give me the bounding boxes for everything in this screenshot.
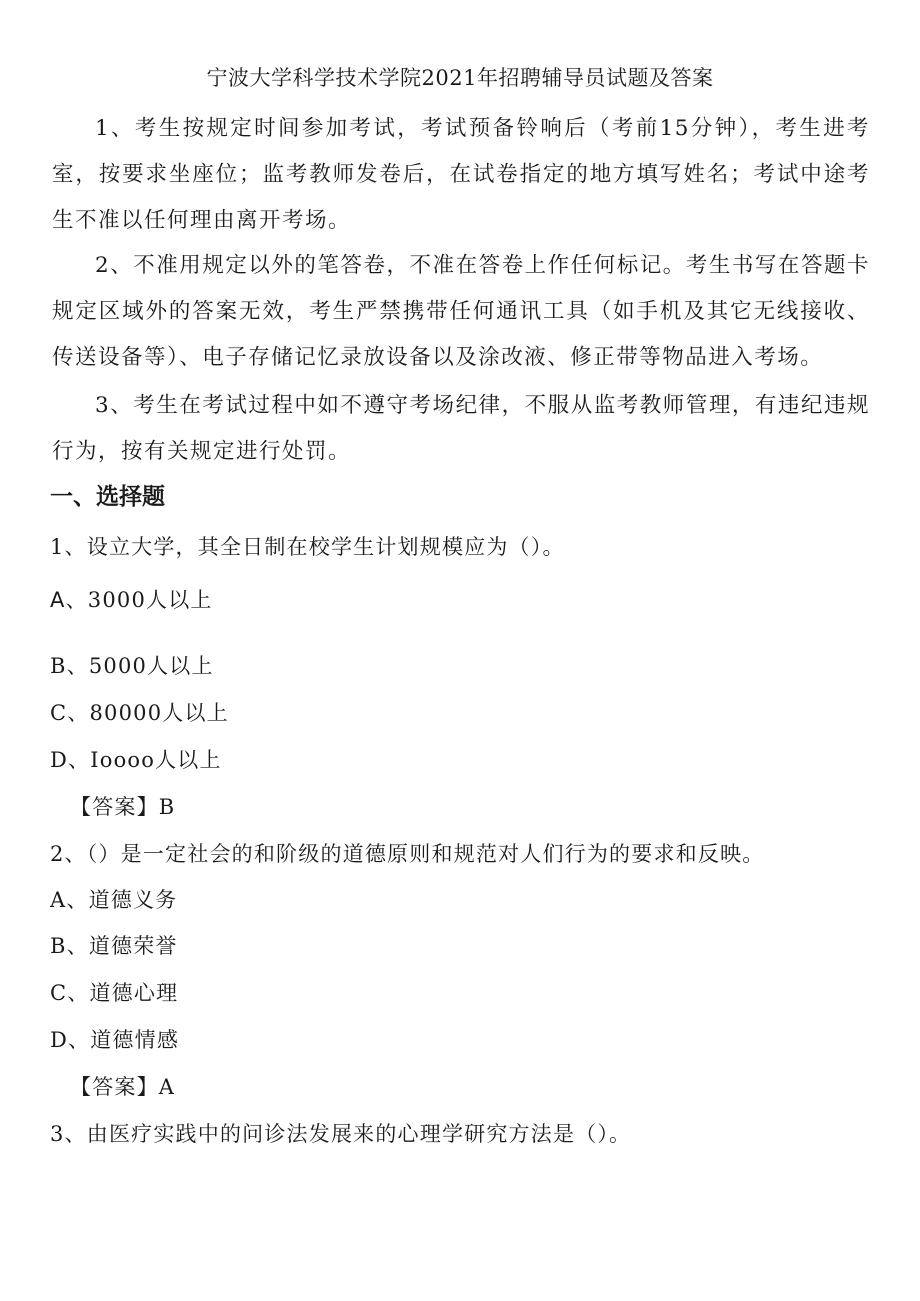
question-2-stem: 2、（）是一定社会的和阶级的道德原则和规范对人们行为的要求和反映。 <box>50 842 765 866</box>
question-1-answer: 【答案】B <box>70 795 176 819</box>
question-2-answer: 【答案】A <box>70 1075 176 1099</box>
question-2-option-b: B、道德荣誉 <box>50 934 178 958</box>
question-2-option-a: A、道德义务 <box>50 888 178 912</box>
question-3-stem: 3、由医疗实践中的问诊法发展来的心理学研究方法是（）。 <box>50 1122 632 1146</box>
question-2-option-c: C、道德心理 <box>50 981 179 1005</box>
question-1-option-a-text: 、3000人以上 <box>65 588 213 612</box>
question-1-option-b: B、5000人以上 <box>50 654 214 678</box>
document-title: 宁波大学科学技术学院2021年招聘辅导员试题及答案 <box>206 66 714 90</box>
question-1-option-c: C、80000人以上 <box>50 701 229 725</box>
exam-notice-3: 3、考生在考试过程中如不遵守考场纪律，不服从监考教师管理，有违纪违规行为，按有关规定进行处罚。 <box>52 393 870 464</box>
question-1-option-d: D、Ioooo人以上 <box>50 748 222 772</box>
question-1-option-a-letter: A <box>50 588 66 612</box>
exam-notice-1: 1、考生按规定时间参加考试，考试预备铃响后（考前15分钟），考生进考室，按要求坐座位；监考教师发卷后，在试卷指定的地方填写姓名；考试中途考生不准以任何理由离开考场。 <box>52 116 870 233</box>
section-heading: 一、选择题 <box>50 484 165 510</box>
exam-notice-2: 2、不准用规定以外的笔答卷，不准在答卷上作任何标记。考生书写在答题卡规定区域外的答案无效，考生严禁携带任何通讯工具（如手机及其它无线接收、传送设备等）、电子存储记忆录放设备以及涂改液、修正带等物品进入考场。 <box>52 253 870 370</box>
question-2-option-d: D、道德情感 <box>50 1028 180 1052</box>
question-1-stem: 1、设立大学，其全日制在校学生计划规模应为（）。 <box>50 535 565 559</box>
question-1-option-a <box>50 584 213 616</box>
